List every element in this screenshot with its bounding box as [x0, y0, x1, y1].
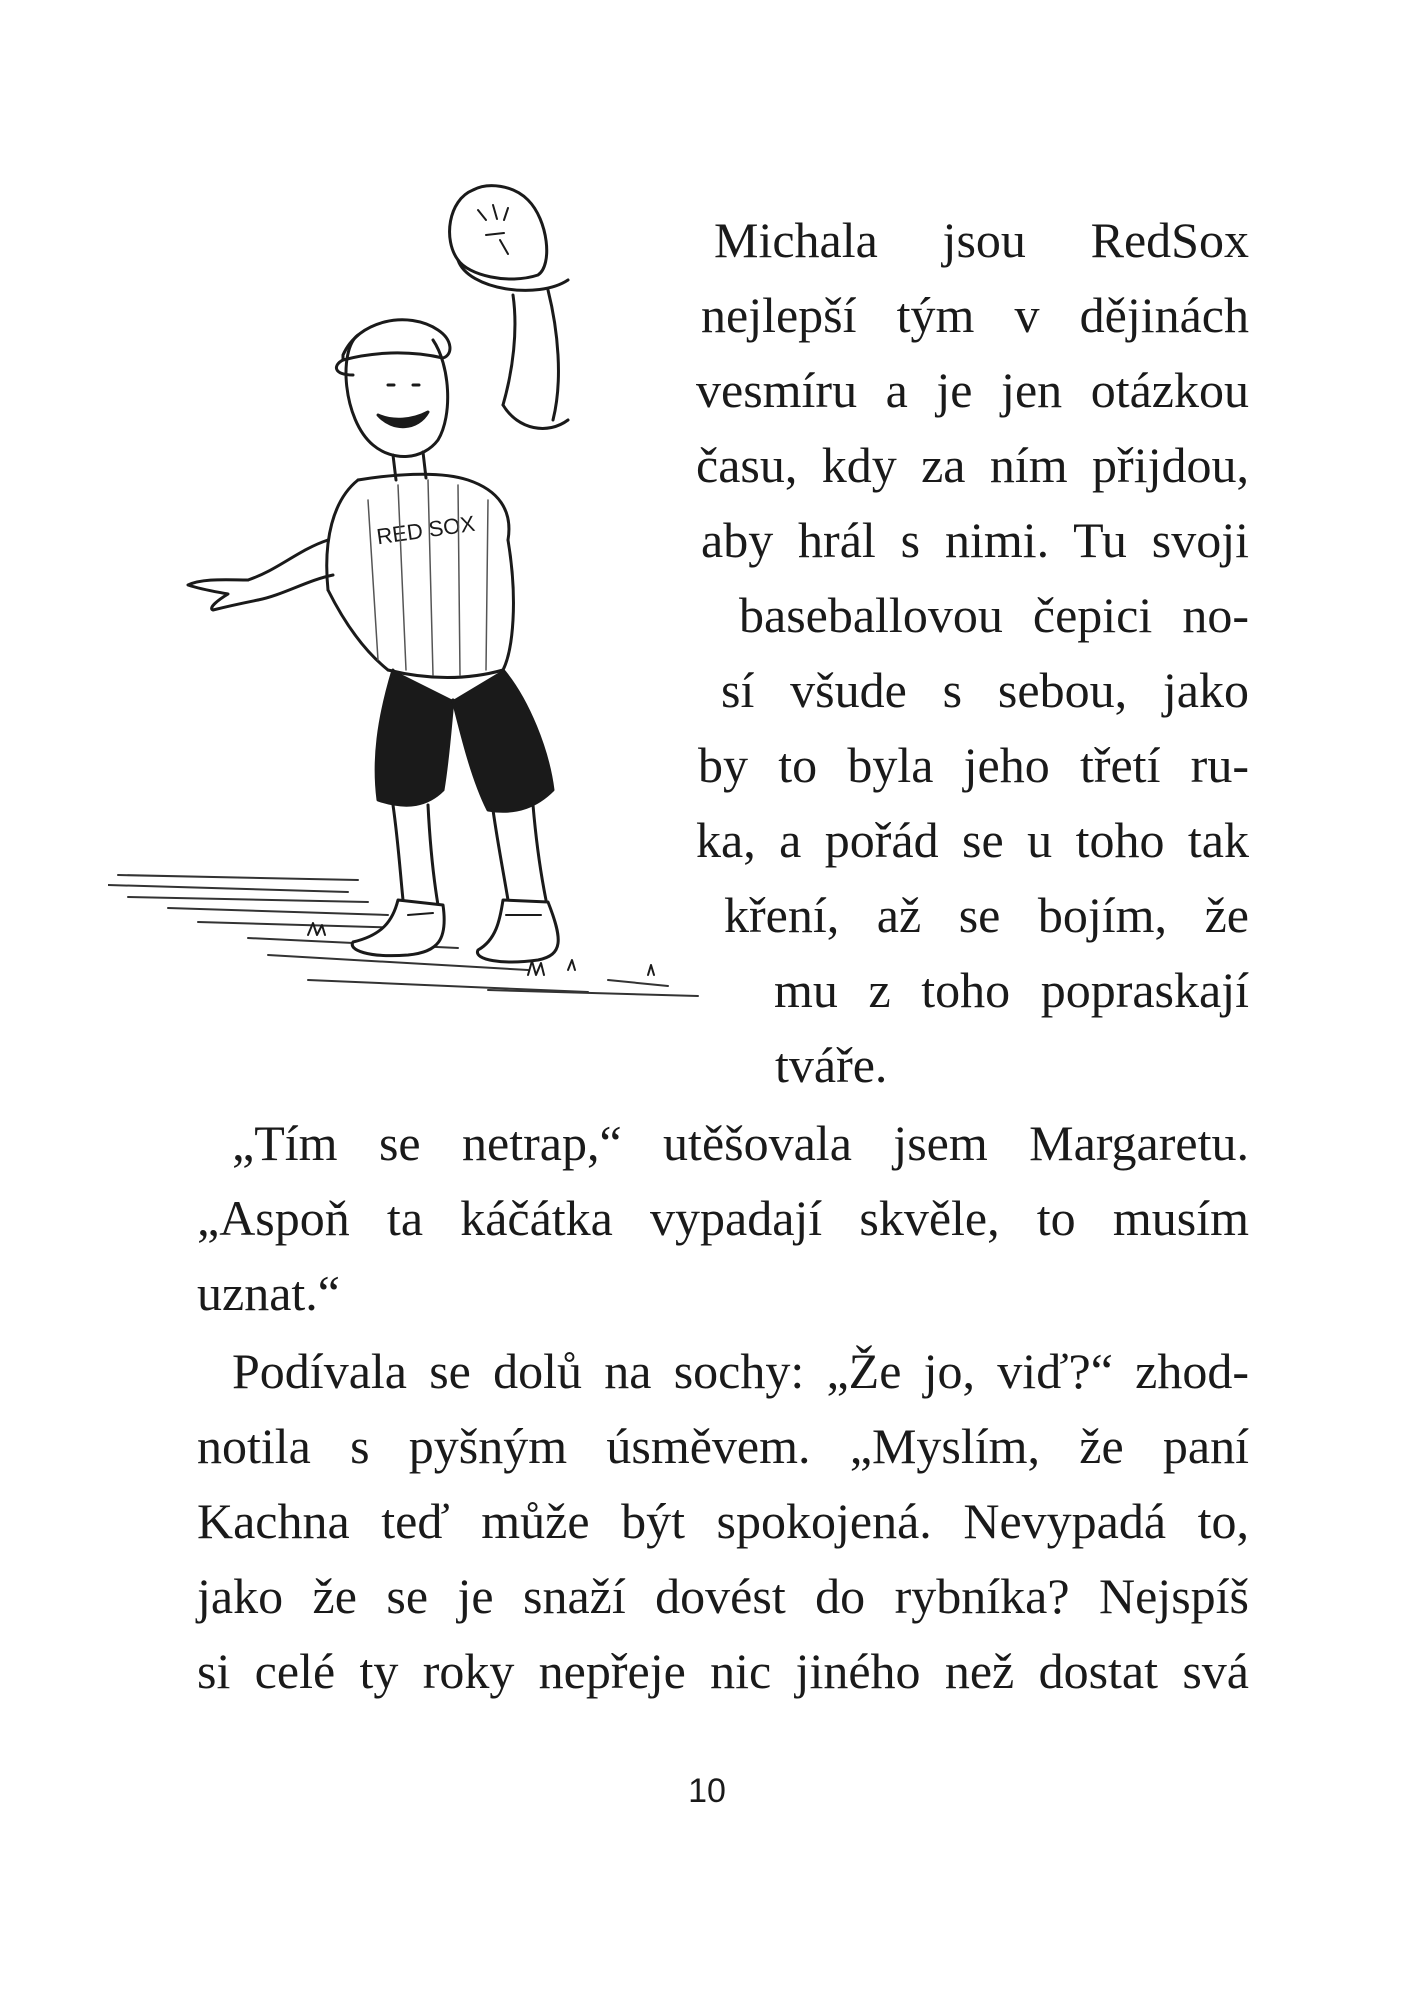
text-line: času, kdy za ním přijdou,: [696, 437, 1249, 493]
text-line: sí všude s sebou, jako: [721, 662, 1249, 718]
text-line: vesmíru a je jen otázkou: [696, 362, 1249, 418]
text-line: jako že se je snaží dovést do rybníka? Nejspíš: [197, 1568, 1249, 1624]
text-line: nejlepší tým v dějinách: [701, 287, 1249, 343]
text-line: Michala jsou RedSox: [714, 212, 1249, 268]
text-line: ka, a pořád se u toho tak: [696, 812, 1249, 868]
text-line: „Aspoň ta káčátka vypadají skvěle, to musím: [197, 1190, 1249, 1246]
shirt-lettering: RED SOX: [374, 510, 477, 550]
text-line: baseballovou čepici no-: [739, 587, 1249, 643]
text-line: Podívala se dolů na sochy: „Že jo, viď?“ zhod-: [232, 1343, 1249, 1399]
text-line: aby hrál s nimi. Tu svoji: [701, 512, 1249, 568]
text-line: mu z toho popraskají: [774, 962, 1249, 1018]
text-line: by to byla jeho třetí ru-: [698, 737, 1249, 793]
text-line: tváře.: [775, 1037, 888, 1093]
text-line: notila s pyšným úsměvem. „Myslím, že paní: [197, 1418, 1249, 1474]
text-line: uznat.“: [197, 1265, 340, 1321]
text-line: „Tím se netrap,“ utěšovala jsem Margaretu.: [232, 1115, 1249, 1171]
text-line: Kachna teď může být spokojená. Nevypadá to,: [197, 1493, 1249, 1549]
page-number: 10: [688, 1772, 726, 1810]
boy-with-baseball-cap-illustration: [108, 180, 708, 1050]
text-line: si celé ty roky nepřeje nic jiného než dostat svá: [197, 1643, 1249, 1699]
text-line: kření, až se bojím, že: [724, 887, 1249, 943]
